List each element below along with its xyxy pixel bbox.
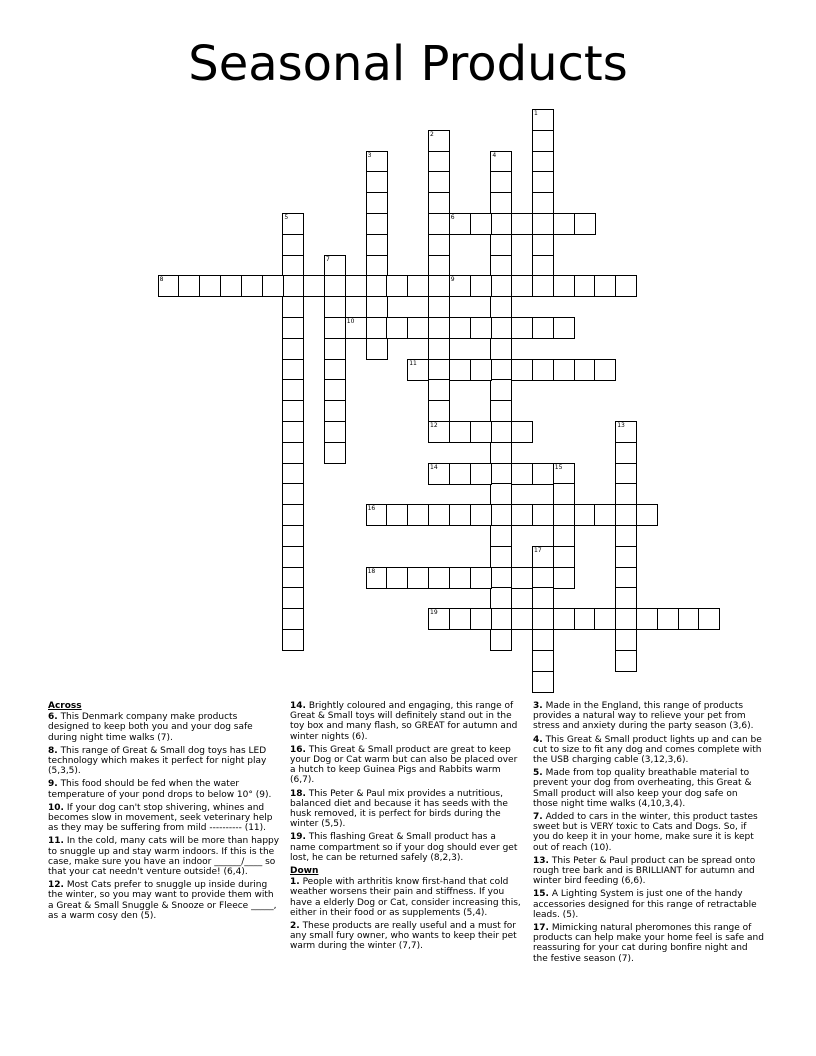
grid-cell[interactable] [470,275,492,297]
grid-cell[interactable] [449,608,471,630]
grid-cell[interactable] [386,567,408,589]
clue-number: 11 [409,359,417,367]
grid-cell[interactable] [553,463,575,485]
grid-cell[interactable] [282,483,304,505]
grid-cell[interactable] [490,504,512,526]
clue-text: Made from top quality breathable material to prevent your dog from overheating, this Great & Small product will also keep your dog safe on those night time walks (4,10,3,4). [533,768,752,809]
grid-cell[interactable] [366,567,388,589]
grid-cell[interactable] [490,442,512,464]
grid-cell[interactable] [428,213,450,235]
grid-cell[interactable] [470,359,492,381]
grid-cell[interactable] [678,608,700,630]
grid-cell[interactable] [470,213,492,235]
clue-number: 6. [48,712,58,723]
grid-cell[interactable] [553,567,575,589]
clue-text: This range of Great & Small dog toys has LED technology which makes it perfect for night play (5,3,5). [48,745,267,777]
clue-number: 8. [48,745,58,756]
clue [533,735,765,766]
grid-cell[interactable] [282,463,304,485]
grid-cell[interactable] [282,587,304,609]
grid-cell[interactable] [636,608,658,630]
clue-number: 16 [367,505,376,513]
grid-cell[interactable] [366,255,388,277]
grid-cell[interactable] [449,567,471,589]
clue-number: 18 [367,567,376,575]
grid-cell[interactable] [366,171,388,193]
grid-cell[interactable] [553,504,575,526]
grid-cell[interactable] [490,587,512,609]
clue-text: This Great & Small product lights up and can be cut to size to fit any dog and comes complete with the USB charging cable (3,12,3,6). [533,734,762,766]
clue [533,923,765,964]
grid-cell[interactable] [324,275,346,297]
clue [290,745,522,786]
grid-cell[interactable] [345,317,367,339]
grid-cell[interactable] [282,525,304,547]
clue [48,779,280,799]
clue [290,832,522,863]
grid-cell[interactable] [490,275,512,297]
grid-cell[interactable] [511,421,533,443]
grid-cell[interactable] [324,317,346,339]
clue-text: This Peter & Paul product can be spread onto rough tree bark and is BRILLIANT for autumn and winter bird feeding (6,6). [533,855,756,887]
grid-cell[interactable] [282,296,304,318]
grid-cell[interactable] [615,567,637,589]
clue-number: 7. [533,812,543,823]
grid-cell[interactable] [532,234,554,256]
grid-cell[interactable] [615,463,637,485]
grid-cell[interactable] [470,567,492,589]
grid-cell[interactable] [449,421,471,443]
grid-cell[interactable] [553,275,575,297]
grid-cell[interactable] [449,275,471,297]
grid-cell[interactable] [282,567,304,589]
grid-cell[interactable] [324,442,346,464]
grid-cell[interactable] [366,234,388,256]
grid-cell[interactable] [366,296,388,318]
clue [290,701,522,742]
clue [533,856,765,887]
grid-cell[interactable] [490,483,512,505]
grid-cell[interactable] [262,275,284,297]
grid-cell[interactable] [532,608,554,630]
clue-number: 4 [492,151,497,159]
grid-cell[interactable] [282,213,304,235]
clue [48,803,280,834]
grid-cell[interactable] [532,359,554,381]
grid-cell[interactable] [657,608,679,630]
grid-cell[interactable] [490,379,512,401]
grid-cell[interactable] [490,629,512,651]
grid-cell[interactable] [532,255,554,277]
grid-cell[interactable] [532,109,554,131]
grid-cell[interactable] [511,275,533,297]
grid-cell[interactable] [594,275,616,297]
grid-cell[interactable] [511,317,533,339]
grid-cell[interactable] [615,629,637,651]
grid-cell[interactable] [282,338,304,360]
grid-cell[interactable] [615,275,637,297]
grid-cell[interactable] [324,379,346,401]
grid-cell[interactable] [428,275,450,297]
grid-cell[interactable] [615,587,637,609]
clue-number: 9 [450,276,455,284]
page-title: Seasonal Products [188,36,628,92]
clue [290,877,522,918]
grid-cell[interactable] [490,317,512,339]
grid-cell[interactable] [282,379,304,401]
clue-number: 14 [430,463,438,471]
clue-text: Made in the England, this range of products provides a natural way to relieve your pet from stress and anxiety during the party season (3,6). [533,701,754,732]
grid-cell[interactable] [366,338,388,360]
grid-cell[interactable] [428,317,450,339]
clue-number: 4. [533,734,543,745]
clue-text: These products are really useful and a must for any small fury owner, who wants to keep their pet warm during the winter (7,7). [290,921,517,952]
grid-cell[interactable] [574,275,596,297]
grid-cell[interactable] [511,213,533,235]
grid-cell[interactable] [366,275,388,297]
clue-text: In the cold, many cats will be more than happy to snuggle up and stay warm indoors. If this is the case, make sure you have an indoor ______/____ so that your cat needn't venture outside! (6,4). [48,836,280,878]
clue-number: 10. [48,802,64,813]
clue-section-header: Across [48,701,82,711]
clue-number: 1 [534,110,538,117]
grid-cell[interactable] [615,421,637,443]
clue-number: 7 [326,255,330,263]
grid-cell[interactable] [594,359,616,381]
grid-cell[interactable] [407,504,429,526]
grid-cell[interactable] [282,442,304,464]
clue-text: Most Cats prefer to snuggle up inside during the winter, so you may want to provide them with a Great & Small Snuggle & Snooze or Fleece _____, as a warm cosy den (5). [48,880,277,921]
grid-cell[interactable] [366,213,388,235]
clue-number: 12. [48,880,64,891]
clues-column-2 [290,701,522,955]
grid-cell[interactable] [178,275,200,297]
clue-text: If your dog can't stop shivering, whines and becomes slow in movement, seek veterinary help as they may be suffering from mild ---------- (11). [48,802,273,834]
grid-cell[interactable] [615,546,637,568]
grid-cell[interactable] [282,546,304,568]
grid-cell[interactable] [428,400,450,422]
clue-number: 17. [533,923,549,934]
grid-cell[interactable] [511,504,533,526]
grid-cell[interactable] [470,463,492,485]
grid-cell[interactable] [428,504,450,526]
clue [290,789,522,830]
grid-cell[interactable] [490,546,512,568]
grid-cell[interactable] [615,504,637,526]
grid-cell[interactable] [366,504,388,526]
grid-cell[interactable] [615,442,637,464]
grid-cell[interactable] [532,171,554,193]
clue-text: This Denmark company make products designed to keep both you and your dog safe during night time walks (7). [48,712,253,743]
grid-cell[interactable] [490,421,512,443]
clue-section-header: Down [290,866,319,877]
grid-cell[interactable] [532,504,554,526]
grid-cell[interactable] [428,151,450,173]
grid-cell[interactable] [532,463,554,485]
grid-cell[interactable] [553,213,575,235]
grid-cell[interactable] [282,608,304,630]
clue-number: 11. [48,836,64,847]
grid-cell[interactable] [428,567,450,589]
grid-cell[interactable] [282,504,304,526]
grid-cell[interactable] [282,400,304,422]
grid-cell[interactable] [220,275,242,297]
grid-cell[interactable] [428,421,450,443]
clue-text: A Lighting System is just one of the handy accessories designed for this range of retractable leads. (5). [533,889,757,920]
clue [533,812,765,853]
grid-cell[interactable] [490,338,512,360]
grid-cell[interactable] [532,213,554,235]
clue-text: This flashing Great & Small product has a name compartment so if your dog should ever get lost, he can be returned safely (8,2,3). [290,832,518,863]
clue [533,701,765,732]
clue-number: 5. [533,768,543,779]
grid-cell[interactable] [553,546,575,568]
grid-cell[interactable] [470,608,492,630]
clue [533,768,765,809]
clue-number: 17 [534,546,542,554]
grid-cell[interactable] [428,608,450,630]
clue-number: 9. [48,779,58,790]
grid-cell[interactable] [449,504,471,526]
grid-cell[interactable] [407,275,429,297]
grid-cell[interactable] [303,275,325,297]
grid-cell[interactable] [553,317,575,339]
clue-text: This food should be fed when the water temperature of your pond drops to below 10° (9). [48,779,272,800]
grid-cell[interactable] [158,275,180,297]
grid-cell[interactable] [428,130,450,152]
clue-number: 15 [554,463,563,471]
clue-text: Brightly coloured and engaging, this range of Great & Small toys will definitely stand out in the toy box and many flash, so GREAT for autumn and winter nights (6). [290,701,518,742]
grid-cell[interactable] [698,608,720,630]
grid-cell[interactable] [490,296,512,318]
grid-cell[interactable] [282,359,304,381]
grid-cell[interactable] [574,504,596,526]
grid-cell[interactable] [428,463,450,485]
clue-number: 3. [533,701,543,711]
grid-cell[interactable] [282,255,304,277]
grid-cell[interactable] [324,400,346,422]
grid-cell[interactable] [470,421,492,443]
grid-cell[interactable] [428,192,450,214]
grid-cell[interactable] [428,359,450,381]
grid-cell[interactable] [532,650,554,672]
grid-cell[interactable] [470,504,492,526]
grid-cell[interactable] [449,359,471,381]
grid-cell[interactable] [553,359,575,381]
grid-cell[interactable] [532,130,554,152]
grid-cell[interactable] [428,338,450,360]
grid-cell[interactable] [490,234,512,256]
clue-number: 13 [617,422,625,429]
clue [290,921,522,952]
grid-cell[interactable] [199,275,221,297]
clue-text: This Great & Small product are great to keep your Dog or Cat warm but can also be placed over a hutch to keep Guinea Pigs and Rabbits warm (6,7). [290,744,518,786]
grid-cell[interactable] [428,296,450,318]
clue-number: 19 [430,609,438,617]
grid-cell[interactable] [490,608,512,630]
grid-cell[interactable] [553,608,575,630]
clue [48,712,280,743]
clue [48,746,280,777]
grid-cell[interactable] [615,608,637,630]
grid-cell[interactable] [407,567,429,589]
grid-cell[interactable] [324,421,346,443]
grid-cell[interactable] [636,504,658,526]
grid-cell[interactable] [282,421,304,443]
grid-cell[interactable] [366,151,388,173]
grid-cell[interactable] [449,213,471,235]
grid-cell[interactable] [324,338,346,360]
grid-cell[interactable] [511,463,533,485]
clue-number: 10 [346,318,355,325]
grid-cell[interactable] [428,255,450,277]
grid-cell[interactable] [490,255,512,277]
grid-cell[interactable] [490,463,512,485]
clue-text: People with arthritis know first-hand that cold weather worsens their pain and stiffness. If you have a elderly Dog or Cat, consider increasing this, either in their food or as supplements (5,4). [290,877,521,918]
grid-cell[interactable] [490,400,512,422]
grid-cell[interactable] [532,317,554,339]
grid-cell[interactable] [386,275,408,297]
clue-text: This Peter & Paul mix provides a nutritious, balanced diet and because it has seeds with the husk removed, it is perfect for birds during the winter (5,5). [290,788,508,830]
grid-cell[interactable] [511,359,533,381]
grid-cell[interactable] [574,359,596,381]
clue [533,889,765,920]
grid-cell[interactable] [532,192,554,214]
grid-cell[interactable] [574,213,596,235]
grid-cell[interactable] [386,317,408,339]
grid-cell[interactable] [366,192,388,214]
clue-number: 19. [290,832,306,843]
clues-column-3 [533,701,765,967]
grid-cell[interactable] [553,525,575,547]
grid-cell[interactable] [449,463,471,485]
grid-cell[interactable] [490,567,512,589]
grid-cell[interactable] [553,483,575,505]
grid-cell[interactable] [386,504,408,526]
grid-cell[interactable] [532,629,554,651]
clue-number: 18. [290,788,306,799]
clue [48,836,280,877]
grid-cell[interactable] [532,151,554,173]
grid-cell[interactable] [594,608,616,630]
grid-cell[interactable] [574,608,596,630]
grid-cell[interactable] [532,587,554,609]
grid-cell[interactable] [532,546,554,568]
clue-number: 13. [533,855,549,866]
grid-cell[interactable] [490,151,512,173]
grid-cell[interactable] [490,213,512,235]
clue-number: 6 [450,214,455,221]
clues-column-1 [48,701,280,924]
grid-cell[interactable] [324,359,346,381]
clue-text: Mimicking natural pheromones this range of products can help make your home feel is safe and reassuring for your cat during bonfire night and the festive season (7). [533,923,764,964]
clue-text: Added to cars in the winter, this product tastes sweet but is VERY toxic to Cats and Dogs. So, if you do keep it in your home, make sure it is kept out of reach (10). [533,812,758,853]
grid-cell[interactable] [282,629,304,651]
grid-cell[interactable] [345,275,367,297]
grid-cell[interactable] [490,359,512,381]
grid-cell[interactable] [428,234,450,256]
clue-number: 5 [284,214,289,221]
grid-cell[interactable] [407,359,429,381]
grid-cell[interactable] [532,567,554,589]
grid-cell[interactable] [324,296,346,318]
grid-cell[interactable] [282,317,304,339]
grid-cell[interactable] [428,379,450,401]
grid-cell[interactable] [449,317,471,339]
clue-number: 12 [430,422,438,429]
grid-cell[interactable] [594,504,616,526]
clue-number: 3 [367,151,372,159]
clue-number: 15. [533,889,549,900]
grid-cell[interactable] [366,317,388,339]
grid-cell[interactable] [490,525,512,547]
grid-cell[interactable] [511,608,533,630]
grid-cell[interactable] [615,483,637,505]
grid-cell[interactable] [532,671,554,693]
grid-cell[interactable] [615,525,637,547]
clue-number: 16. [290,744,306,755]
clue [48,880,280,921]
clue-number: 8 [159,276,164,284]
grid-cell[interactable] [490,171,512,193]
grid-cell[interactable] [615,650,637,672]
grid-cell[interactable] [470,317,492,339]
grid-cell[interactable] [324,255,346,277]
grid-cell[interactable] [511,567,533,589]
grid-cell[interactable] [407,317,429,339]
clue-number: 2. [290,921,300,932]
grid-cell[interactable] [282,275,304,297]
clue-number: 1. [290,877,300,888]
grid-cell[interactable] [428,171,450,193]
grid-cell[interactable] [282,234,304,256]
grid-cell[interactable] [490,192,512,214]
clue-number: 2 [430,130,434,138]
grid-cell[interactable] [532,275,554,297]
clue-number: 14. [290,701,306,711]
grid-cell[interactable] [241,275,263,297]
